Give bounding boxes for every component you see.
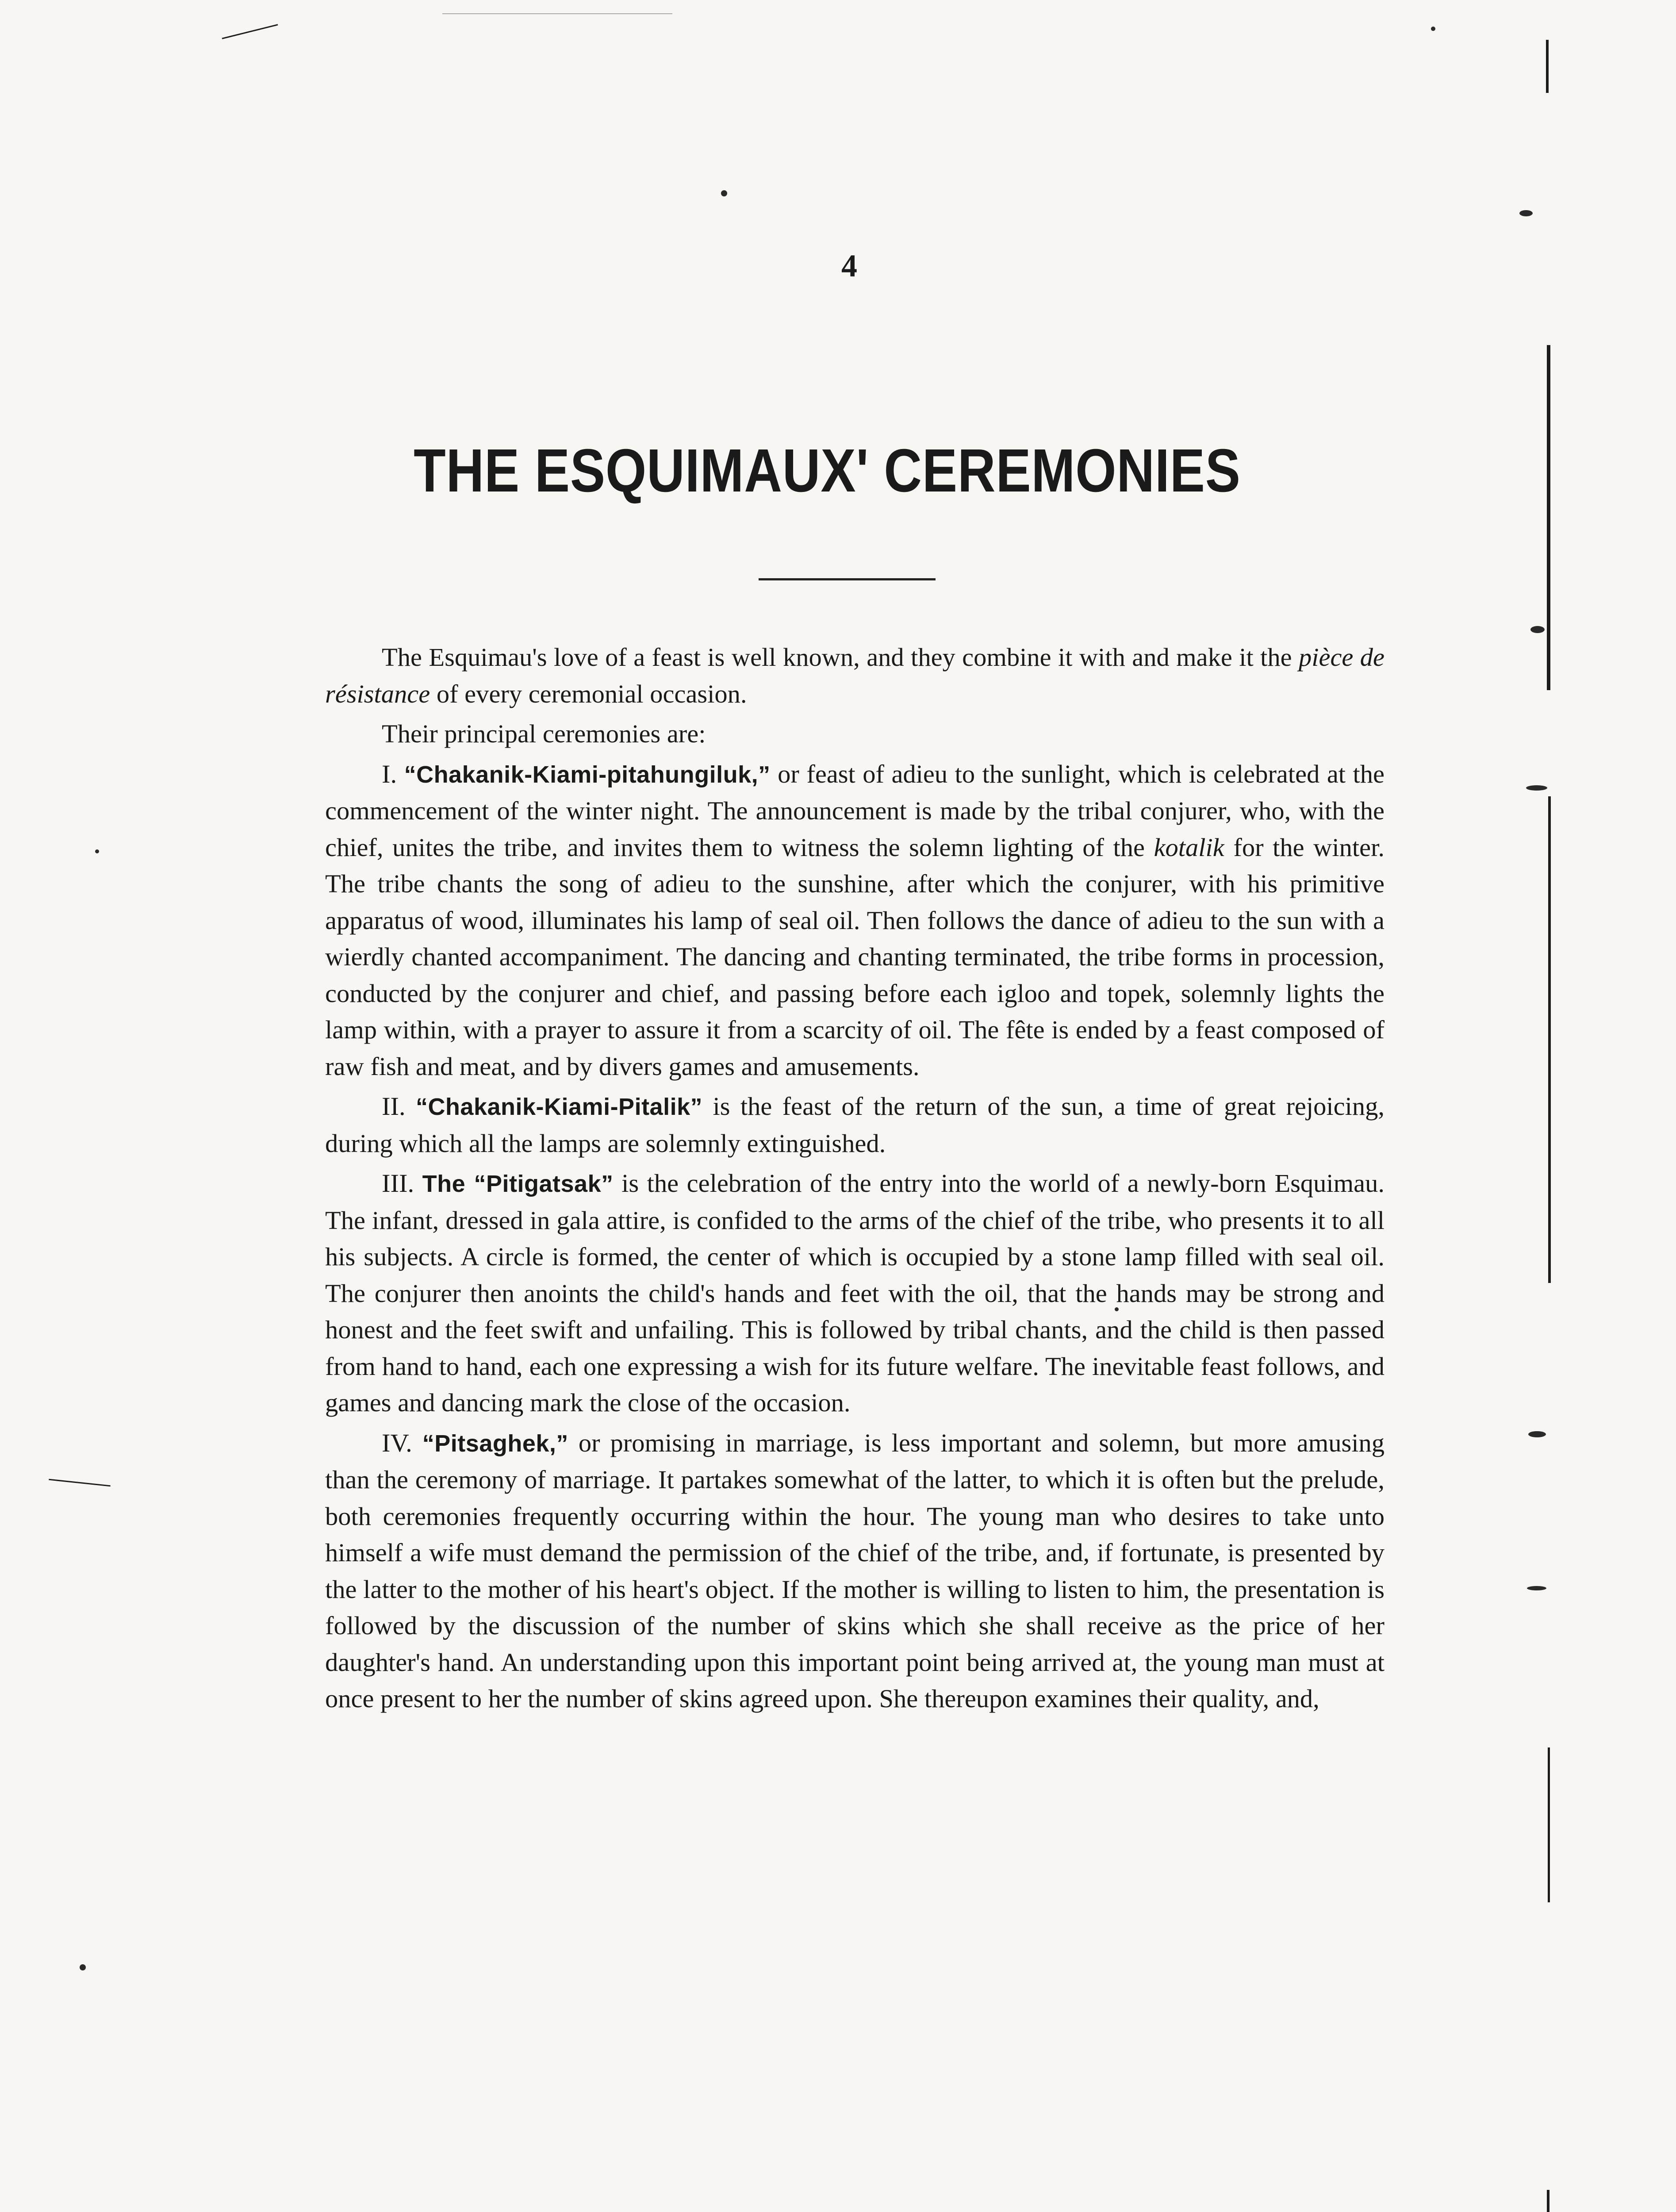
scan-speck bbox=[1528, 1431, 1546, 1437]
scan-speck bbox=[1530, 626, 1545, 633]
page-title: THE ESQUIMAUX' CEREMONIES bbox=[414, 437, 1241, 505]
paragraph-ceremony-three bbox=[325, 1165, 1385, 1421]
scan-speck bbox=[95, 849, 99, 853]
scan-speck bbox=[1519, 210, 1533, 216]
italic-phrase: pièce de résistance bbox=[325, 643, 1385, 708]
scan-speck bbox=[80, 1964, 86, 1970]
roman-numeral: II. bbox=[382, 1092, 416, 1121]
scan-speck bbox=[1431, 27, 1435, 31]
scan-speck bbox=[1526, 785, 1547, 791]
scan-edge-line bbox=[1547, 345, 1550, 690]
scan-speck bbox=[1527, 1586, 1546, 1590]
roman-numeral: III. bbox=[382, 1169, 422, 1198]
body-text bbox=[325, 639, 1385, 1717]
paragraph-text: for the winter. The tribe chants the song of adieu to the sunshine, after which the conjurer, with his primitive apparatus of wood, illuminates his lamp of seal oil. Then follows the dance of adieu to the sun with a wierdly chanted accompaniment. The dancing and chanting terminated, the tribe forms in procession, conducted by the conjurer and chief, and passing before each igloo and topek, solemnly lights the lamp within, with a prayer to assure it from a scarcity of oil. The fête is ended by a feast composed of raw fish and meat, and by divers games and amusements. bbox=[325, 833, 1385, 1081]
roman-numeral: IV. bbox=[382, 1428, 422, 1457]
roman-numeral: I. bbox=[382, 759, 404, 788]
paragraph-lead: Their principal ceremonies are: bbox=[382, 719, 706, 748]
ceremony-name: “Chakanik-Kiami-Pitalik” bbox=[415, 1094, 703, 1120]
paragraph-text: of every ceremonial occasion. bbox=[430, 679, 747, 708]
paragraph-ceremony-one bbox=[325, 756, 1385, 1085]
paragraph-text: The Esquimau's love of a feast is well known, and they combine it with and make it the bbox=[382, 643, 1299, 672]
scan-edge-line bbox=[1548, 796, 1551, 1283]
paragraph-text: is the feast of the return of the sun, a time of great rejoicing, during which all the lamps are solemnly extinguished. bbox=[325, 1092, 1385, 1158]
scan-edge-line bbox=[222, 24, 278, 39]
paragraph-text: or promising in marriage, is less important and solemn, but more amusing than the ceremony of marriage. It partakes somewhat of the latter, to which it is often but the prelude, both ceremonies frequently occurring within the hour. The young man who desires to take unto himself a wife must demand the permission of the chief of the tribe, and, if fortunate, is presented by the latter to the mother of his heart's object. If the mother is willing to listen to him, the presentation is followed by the discussion of the number of skins which she shall receive as the price of her daughter's hand. An understanding upon this important point being arrived at, the young man must at once present to her the number of skins agreed upon. She thereupon examines their quality, and, bbox=[325, 1428, 1385, 1713]
scan-edge-line bbox=[1548, 1747, 1550, 1902]
scan-edge-line bbox=[49, 1479, 111, 1487]
paragraph-ceremony-two bbox=[325, 1088, 1385, 1162]
paragraph-ceremony-four bbox=[325, 1425, 1385, 1717]
scan-edge-line bbox=[1546, 40, 1549, 93]
page-number: 4 bbox=[841, 248, 857, 284]
ceremony-name: The “Pitigatsak” bbox=[422, 1171, 614, 1197]
ceremony-name: “Chakanik-Kiami-pitahungiluk,” bbox=[404, 761, 771, 788]
scan-edge-line bbox=[1547, 2190, 1549, 2212]
paragraph-text: is the celebration of the entry into the world of a newly-born Esquimau. The infant, dressed in gala attire, is confided to the arms of the chief of the tribe, who presents it to all his subjects. A circle is formed, the center of which is occupied by a stone lamp filled with seal oil. The conjurer then anoints the child's hands and feet with the oil, that the hands may be strong and honest and the feet swift and unfailing. This is followed by tribal chants, and the child is then passed from hand to hand, each one expressing a wish for its future welfare. The inevitable feast follows, and games and dancing mark the close of the occasion. bbox=[325, 1169, 1385, 1417]
paragraph-text: or feast of adieu to the sunlight, which is celebrated at the commencement of the winter night. The announcement is made by the tribal conjurer, who, with the chief, unites the tribe, and invites them to witness the solemn lighting of the bbox=[325, 759, 1385, 862]
ceremony-name: “Pitsaghek,” bbox=[422, 1430, 568, 1457]
scan-speck bbox=[721, 190, 727, 196]
scan-edge-line bbox=[442, 13, 672, 14]
italic-word: kotalik bbox=[1154, 833, 1224, 862]
paragraph-intro bbox=[325, 639, 1385, 712]
title-divider bbox=[759, 578, 936, 580]
